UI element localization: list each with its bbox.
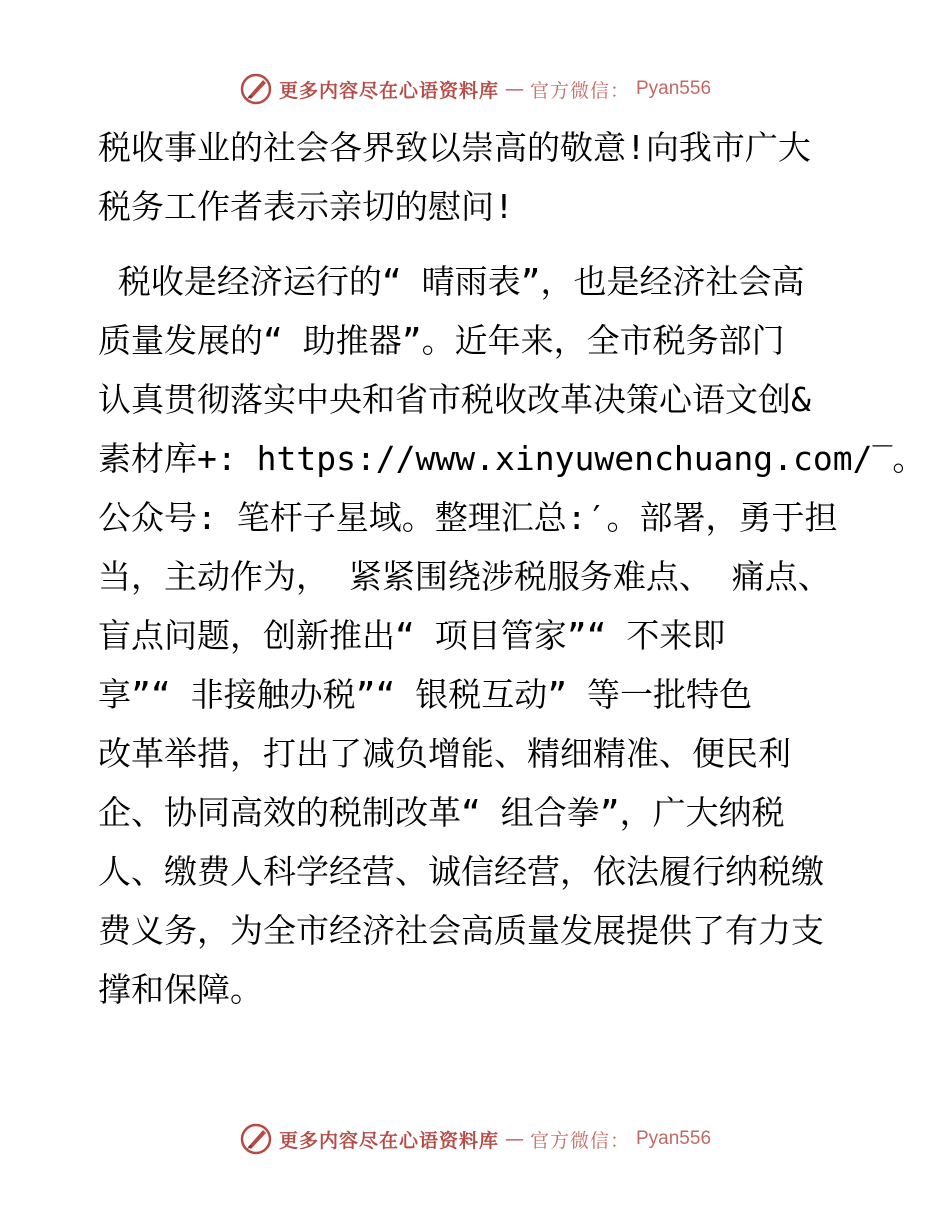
text-line: 质量发展的“ 助推器”。近年来，全市税务部门 — [98, 321, 785, 360]
watermark-main-text: 更多内容尽在心语资料库 — [278, 1129, 499, 1152]
watermark-wechat-id: Pyan556 — [636, 1128, 712, 1149]
text-line: 企、协同高效的税制改革“ 组合拳”，广大纳税 — [98, 793, 785, 832]
watermark-label: 官方微信： — [529, 1129, 630, 1152]
text-line: 人、缴费人科学经营、诚信经营，依法履行纳税缴 — [98, 852, 824, 891]
text-line: 改革举措，打出了减负增能、精细精准、便民利 — [98, 734, 791, 773]
watermark-label: 官方微信： — [529, 79, 630, 102]
watermark-main-text: 更多内容尽在心语资料库 — [278, 79, 499, 102]
text-line: 享”“ 非接触办税”“ 银税互动” 等一批特色 — [98, 675, 752, 714]
text-line: 税务工作者表示亲切的慰问! — [98, 187, 514, 226]
quill-seal-icon — [239, 72, 273, 106]
text-line: 税收事业的社会各界致以崇高的敬意!向我市广大 — [98, 128, 811, 167]
footer-watermark — [0, 1122, 950, 1156]
quill-seal-icon — [239, 1122, 273, 1156]
text-line: 税收是经济运行的“ 晴雨表”，也是经济社会高 — [98, 262, 805, 301]
text-line: 撑和保障。 — [98, 970, 263, 1009]
paragraph-2 — [98, 252, 926, 1019]
text-line: 认真贯彻落实中央和省市税收改革决策心语文创& — [98, 380, 811, 419]
watermark-separator: — — [504, 78, 524, 100]
paragraph-1 — [98, 118, 858, 236]
text-line: 当，主动作为， 紧紧围绕涉税服务难点、 痛点、 — [98, 557, 831, 596]
text-line: 费义务，为全市经济社会高质量发展提供了有力支 — [98, 911, 824, 950]
watermark-separator: — — [504, 1128, 524, 1150]
text-line: 公众号: 笔杆子星域。整理汇总:′。部署，勇于担 — [98, 498, 838, 537]
watermark-wechat-id: Pyan556 — [636, 78, 712, 99]
text-line: 素材库+: https://www.xinyuwenchuang.com/‾。 — [98, 439, 926, 478]
header-watermark — [0, 72, 950, 106]
text-line: 盲点问题，创新推出“ 项目管家”“ 不来即 — [98, 616, 726, 655]
body-text — [98, 118, 926, 1019]
